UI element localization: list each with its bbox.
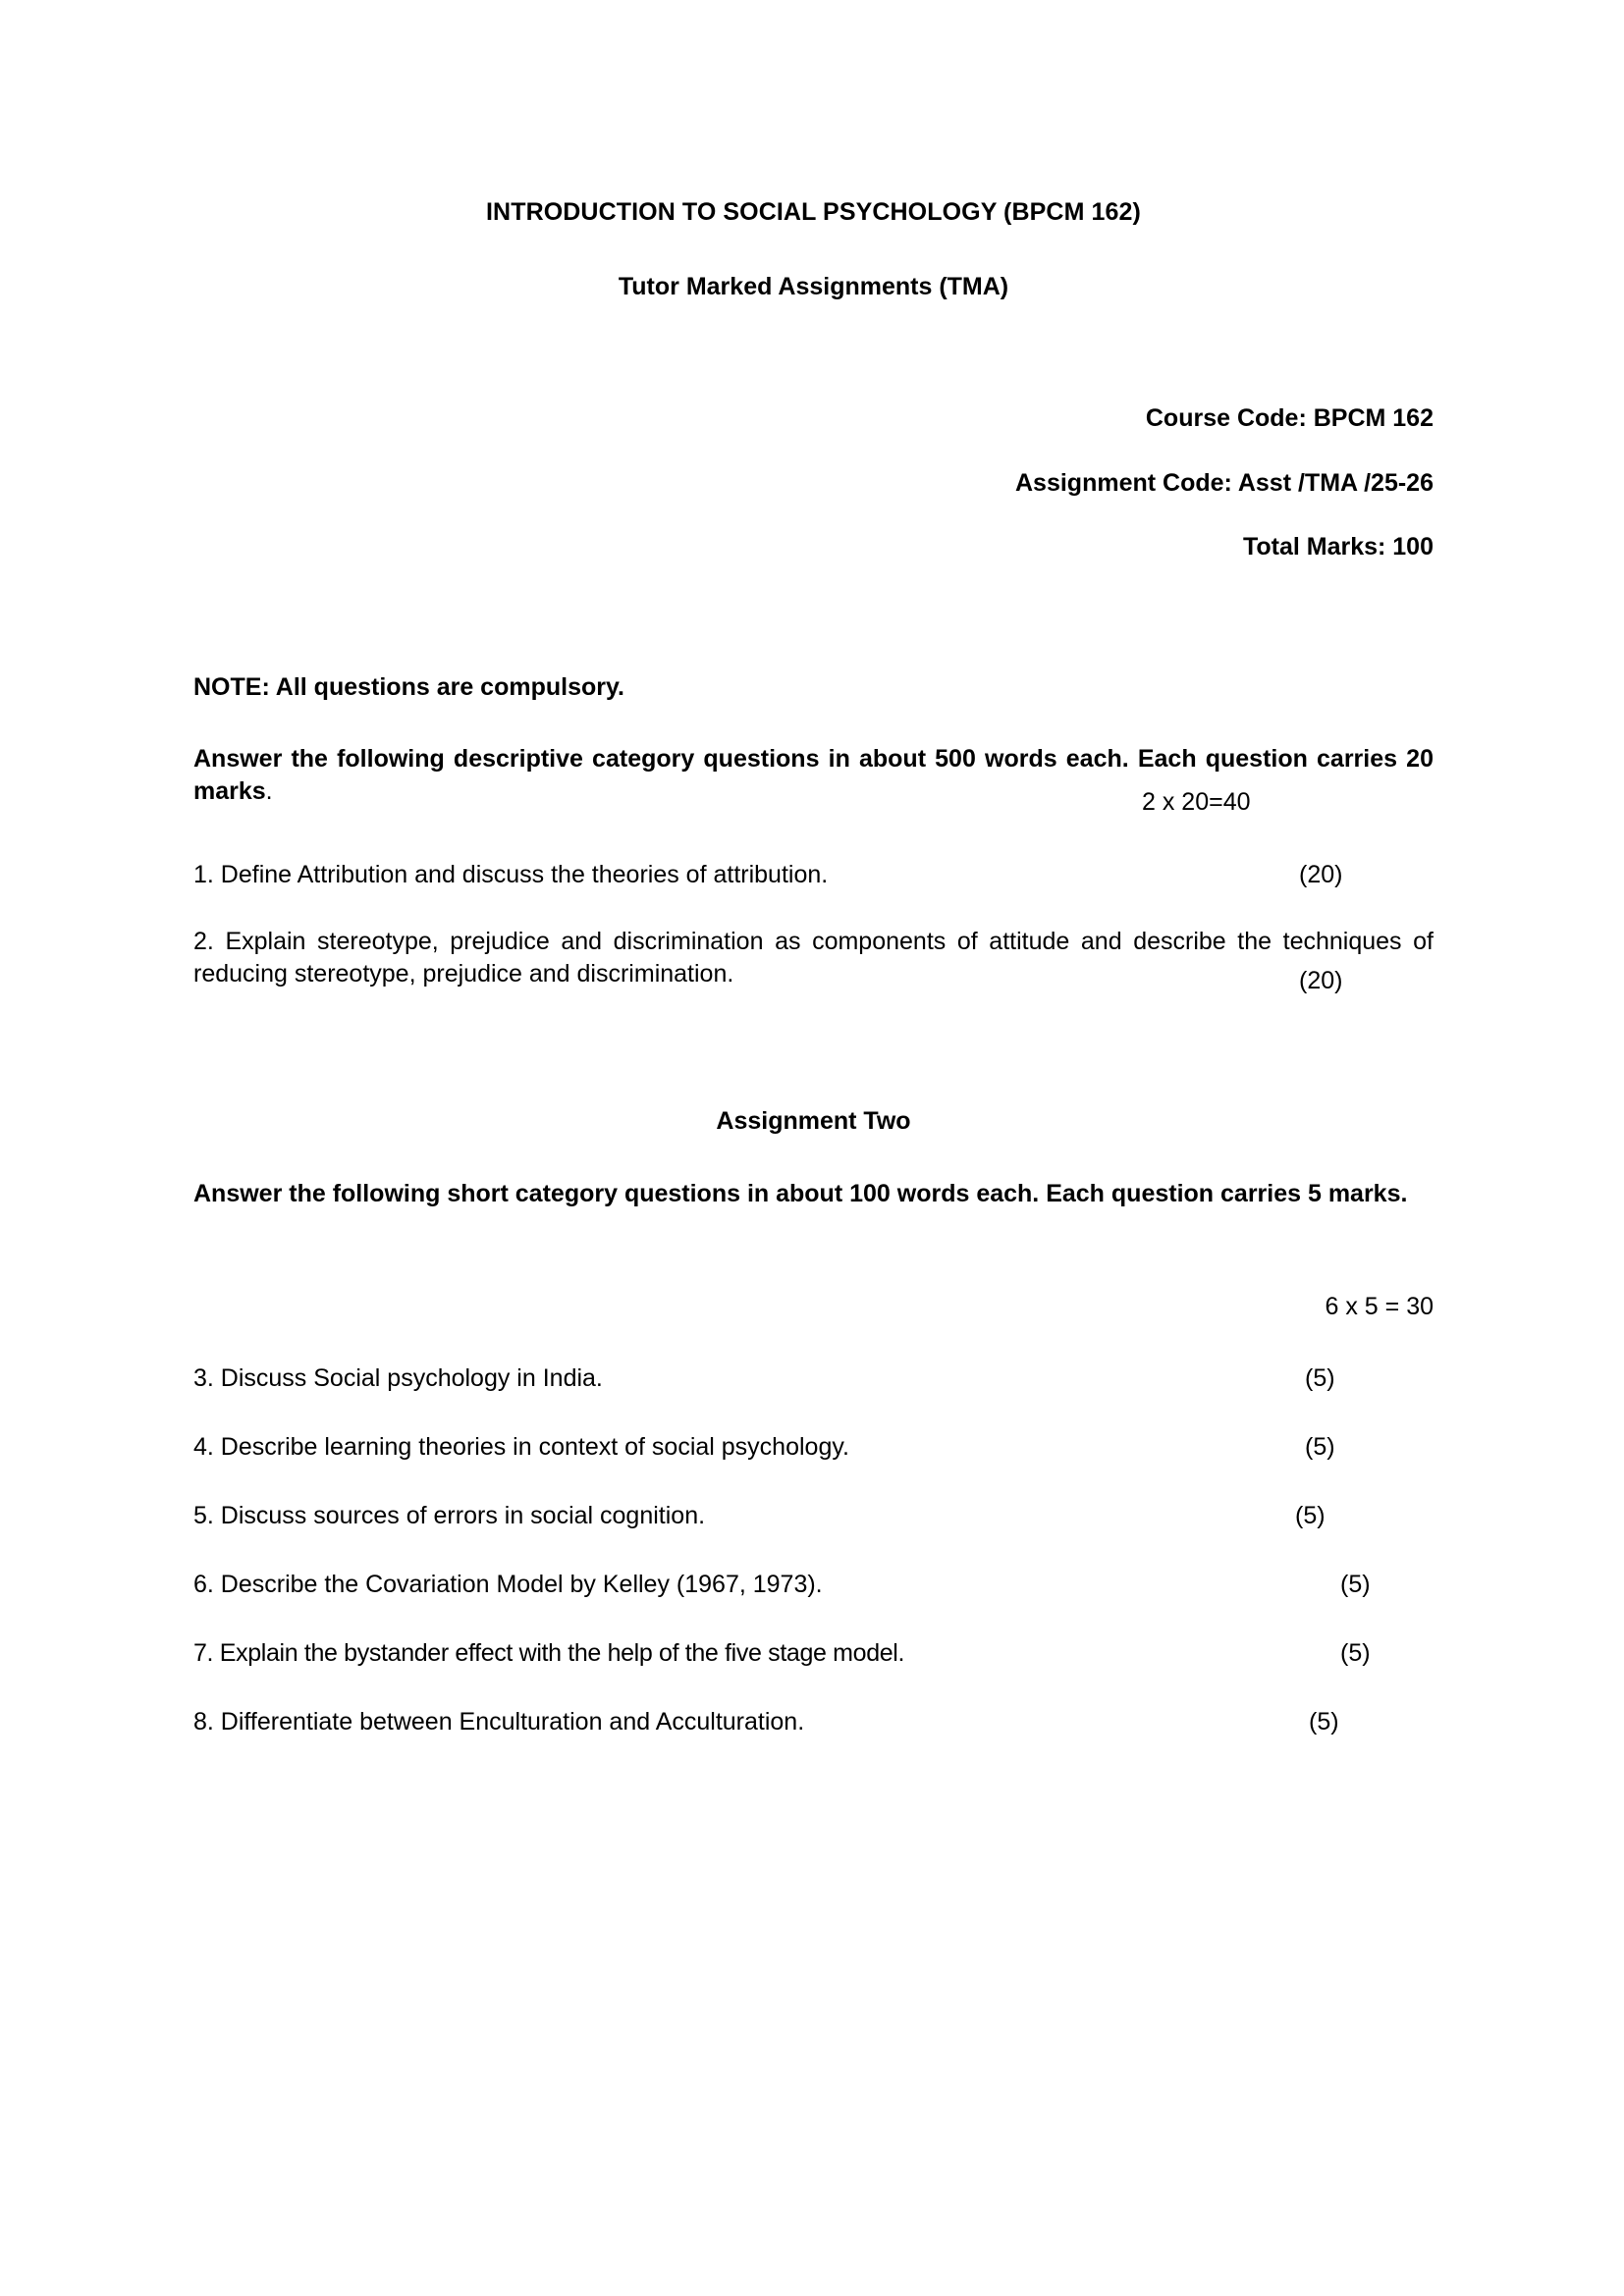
question-row-8 xyxy=(193,1706,1434,1737)
question-7-text: 7. Explain the bystander effect with the help of the five stage model. xyxy=(193,1639,905,1667)
assignment-one-instruction-period: . xyxy=(265,776,273,805)
document-subtitle-wrap xyxy=(193,273,1434,301)
assignment-two-heading: Assignment Two xyxy=(716,1107,911,1135)
question-3 xyxy=(193,1362,1434,1394)
question-row-3 xyxy=(193,1362,1434,1394)
question-7-marks: (5) xyxy=(1340,1639,1371,1667)
question-5 xyxy=(193,1500,1434,1531)
assignment-code-wrap xyxy=(193,469,1434,498)
note-text: NOTE: All questions are compulsory. xyxy=(193,673,624,701)
assignment-two-weight: 6 x 5 = 30 xyxy=(1325,1293,1434,1320)
question-4 xyxy=(193,1431,1434,1463)
question-6 xyxy=(193,1569,1434,1600)
course-code: Course Code: BPCM 162 xyxy=(1145,404,1434,432)
question-2-marks: (20) xyxy=(1299,967,1343,994)
question-1 xyxy=(193,859,1434,890)
assignment-code: Assignment Code: Asst /TMA /25-26 xyxy=(1014,469,1434,497)
question-6-marks: (5) xyxy=(1340,1571,1371,1598)
assignment-one-weight: 2 x 20=40 xyxy=(1142,788,1251,816)
question-row-4 xyxy=(193,1431,1434,1463)
question-row-5 xyxy=(193,1500,1434,1531)
question-4-marks: (5) xyxy=(1305,1433,1335,1461)
assignment-two-instruction: Answer the following short category questions in about 100 words each. Each question carries 5 marks. xyxy=(193,1180,1408,1207)
question-row-2 xyxy=(193,926,1434,994)
question-row-6 xyxy=(193,1569,1434,1600)
question-1-text: 1. Define Attribution and discuss the theories of attribution. xyxy=(193,861,829,888)
note-wrap xyxy=(193,675,1434,700)
question-5-text: 5. Discuss sources of errors in social cognition. xyxy=(193,1502,706,1529)
assignment-two-instruction-wrap xyxy=(193,1178,1434,1211)
question-8-text: 8. Differentiate between Enculturation and Acculturation. xyxy=(193,1708,805,1735)
question-1-marks: (20) xyxy=(1299,861,1343,888)
total-marks-wrap xyxy=(193,533,1434,561)
document-title-wrap xyxy=(193,198,1434,227)
page-title: INTRODUCTION TO SOCIAL PSYCHOLOGY (BPCM 162) xyxy=(486,198,1141,226)
assignment-two-weight-wrap xyxy=(193,1293,1434,1321)
question-8 xyxy=(193,1706,1434,1737)
question-8-marks: (5) xyxy=(1309,1708,1339,1735)
question-7 xyxy=(193,1637,1434,1669)
question-row-7 xyxy=(193,1637,1434,1669)
total-marks: Total Marks: 100 xyxy=(1242,533,1434,561)
assignment-two-heading-wrap xyxy=(193,1107,1434,1136)
page-subtitle: Tutor Marked Assignments (TMA) xyxy=(618,273,1009,300)
question-3-text: 3. Discuss Social psychology in India. xyxy=(193,1364,603,1392)
question-row-1 xyxy=(193,859,1434,890)
question-6-text: 6. Describe the Covariation Model by Kelley (1967, 1973). xyxy=(193,1571,823,1598)
question-5-marks: (5) xyxy=(1295,1502,1326,1529)
question-3-marks: (5) xyxy=(1305,1364,1335,1392)
course-code-wrap xyxy=(193,404,1434,433)
question-4-text: 4. Describe learning theories in context of social psychology. xyxy=(193,1433,849,1461)
assignment-one-instruction-text: Answer the following descriptive category questions in about 500 words each. Each question carries 20 marks xyxy=(193,745,1434,805)
question-2-text: 2. Explain stereotype, prejudice and discrimination as components of attitude and describe the techniques of reducing stereotype, prejudice and discrimination. xyxy=(193,928,1434,988)
